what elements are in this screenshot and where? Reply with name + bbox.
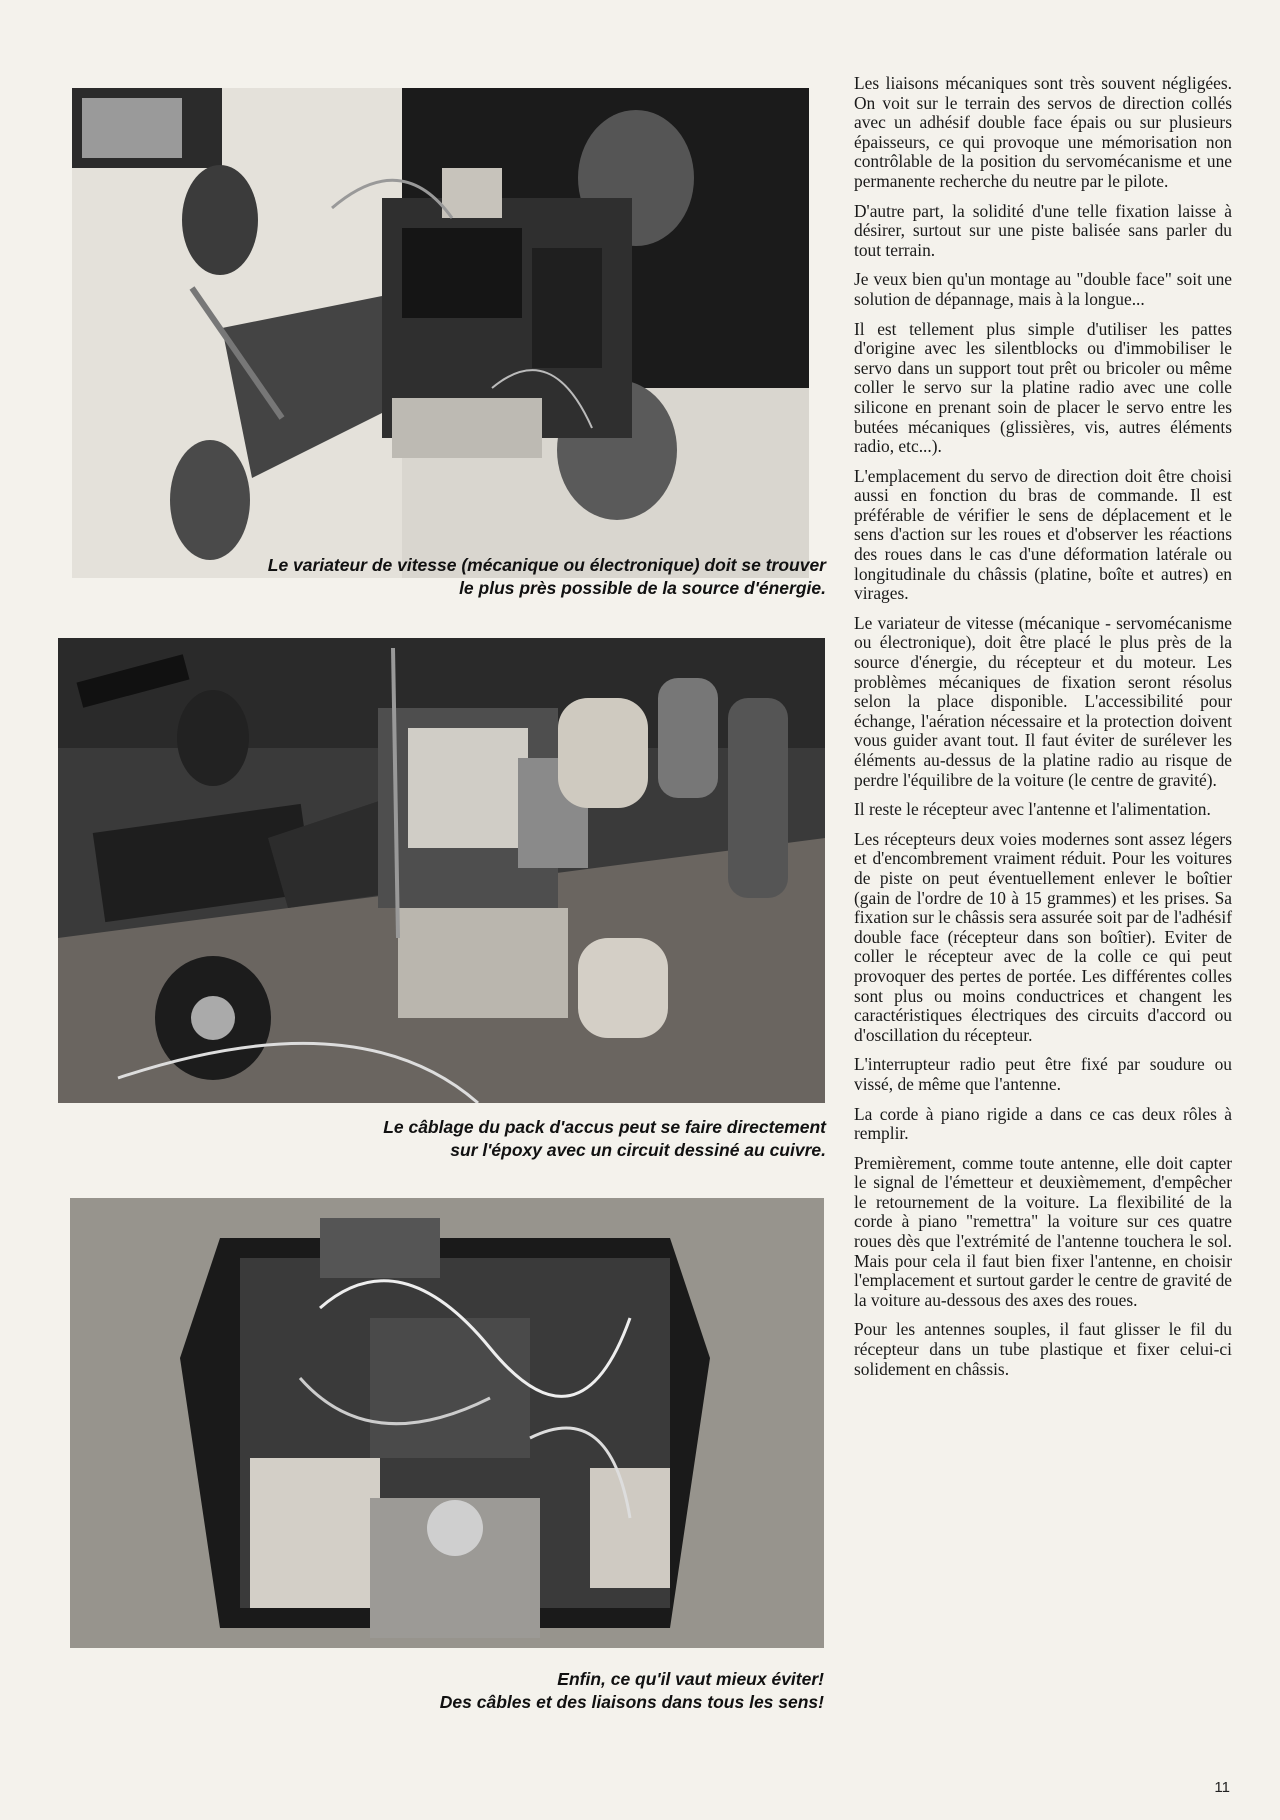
caption-line: Des câbles et des liaisons dans tous les sens! — [439, 1692, 824, 1712]
photo-chassis-speed-controller — [72, 88, 809, 578]
caption-line: Le câblage du pack d'accus peut se faire directement — [383, 1117, 826, 1137]
article-text-column — [854, 74, 1232, 1389]
article-paragraph: L'interrupteur radio peut être fixé par soudure ou vissé, de même que l'antenne. — [854, 1054, 1232, 1094]
caption-middle-photo — [240, 1116, 826, 1162]
article-paragraph: Premièrement, comme toute antenne, elle doit capter le signal de l'émetteur et deuxièmement, d'empêcher le retournement de la voiture. La flexibilité de la corde à piano "remettra" la voiture sur ces quatre roues dès que l'extrémité de l'antenne touchera le sol. Mais pour cela il faut bien fixer l'antenne, en choisir l'emplacement et surtout garder le centre de gravité de la voiture au-dessous des axes des roues. — [854, 1152, 1232, 1310]
caption-line: Enfin, ce qu'il vaut mieux éviter! — [557, 1669, 824, 1689]
photo-messy-wiring — [70, 1198, 824, 1648]
caption-top-photo — [200, 554, 826, 600]
article-paragraph: Il reste le récepteur avec l'antenne et l'alimentation. — [854, 799, 1211, 820]
caption-bottom-photo — [300, 1668, 824, 1714]
article-paragraph: L'emplacement du servo de direction doit être choisi aussi en fonction du bras de commande. Il est préférable de vérifier le sens de déplacement et le sens d'action sur les roues et d'observer les réactions des roues dans le cas d'une déformation latérale ou longitudinale du châssis (platine, boîte et autres) en virages. — [854, 465, 1232, 604]
article-paragraph: Pour les antennes souples, il faut glisser le fil du récepteur dans un tube plastique et fixer celui-ci solidement en châssis. — [854, 1319, 1232, 1379]
caption-line: Le variateur de vitesse (mécanique ou électronique) doit se trouver — [267, 555, 826, 575]
article-paragraph: Les récepteurs deux voies modernes sont assez légers et d'encombrement vraiment réduit. Pour les voitures de piste on peut éventuellement enlever le boîtier (gain de l'ordre de 10 à 15 grammes) et les prises. Sa fixation sur le châssis sera assurée soit par de l'adhésif double face (récepteur dans son boîtier). Eviter de coller le récepteur avec de la colle ce qui peut provoquer des pertes de portée. Les différentes colles sont plus ou moins conductrices et changent les caractéristiques électriques des circuits d'accord ou d'oscillation du récepteur. — [854, 828, 1232, 1045]
article-paragraph: Je veux bien qu'un montage au "double face" soit une solution de dépannage, mais à la longue... — [854, 269, 1232, 309]
article-paragraph: Les liaisons mécaniques sont très souvent négligées. On voit sur le terrain des servos de direction collés avec un adhésif double face épais ou sur plusieurs épaisseurs, ce qui provoque une mémorisation non contrôlable de la position du servomécanisme et une permanente recherche du neutre par le pilote. — [854, 73, 1232, 191]
page-number: 11 — [1214, 1779, 1230, 1796]
photo-battery-pack-wiring — [58, 638, 825, 1103]
article-paragraph: D'autre part, la solidité d'une telle fixation laisse à désirer, surtout sur une piste balisée sans parler du tout terrain. — [854, 200, 1232, 260]
caption-line: sur l'époxy avec un circuit dessiné au cuivre. — [450, 1140, 826, 1160]
article-paragraph: Il est tellement plus simple d'utiliser les pattes d'origine avec les silentblocks ou d'immobiliser le servo dans un support tout prêt ou bricoler ou même coller le servo sur la platine radio avec une colle silicone en prenant soin de placer le servo entre les butées mécaniques (glissières, vis, autres éléments radio, etc...). — [854, 318, 1232, 457]
caption-line: le plus près possible de la source d'énergie. — [459, 578, 826, 598]
article-paragraph: La corde à piano rigide a dans ce cas deux rôles à remplir. — [854, 1103, 1232, 1144]
article-paragraph: Le variateur de vitesse (mécanique - servomécanisme ou électronique), doit être placé le plus près de la source d'énergie, du récepteur et du moteur. Les problèmes mécaniques de fixation seront résolus selon la place disponible. L'accessibilité pour échange, l'aération nécessaire et la protection doivent vous guider avant tout. Il faut éviter de surélever les éléments au-dessus de la platine radio au risque de perdre l'équilibre de la voiture (le centre de gravité). — [854, 612, 1232, 790]
